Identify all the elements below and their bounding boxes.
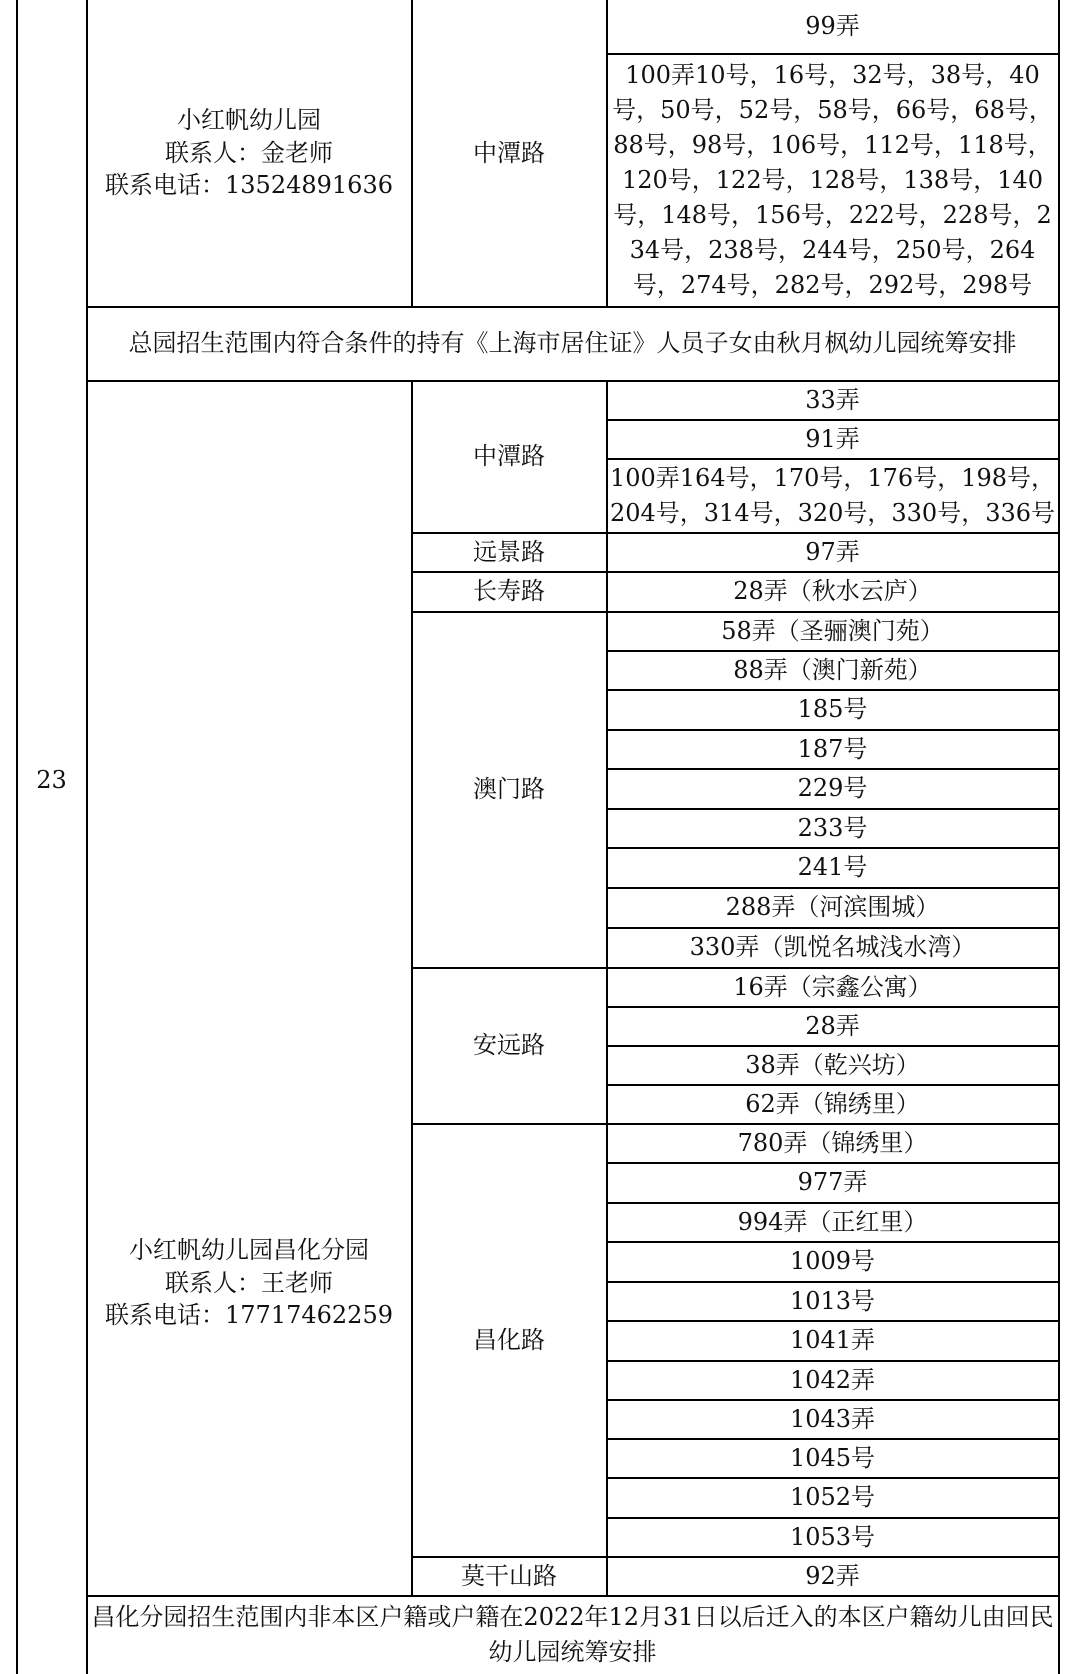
kindergarten-info	[87, 381, 411, 1595]
address-cell: 241号	[797, 853, 868, 882]
road-name: 远景路	[473, 537, 545, 566]
address-cell: 233号	[797, 813, 868, 842]
address-cell: 229号	[797, 774, 868, 803]
enrollment-note: 总园招生范围内符合条件的持有《上海市居住证》人员子女由秋月枫幼儿园统筹安排	[128, 329, 1017, 357]
road-name: 中潭路	[473, 138, 545, 167]
address-cell: 1052号	[789, 1483, 876, 1512]
address-cell: 288弄（河滨围城）	[725, 893, 940, 922]
road-name: 安远路	[473, 1031, 545, 1060]
address-cell: 1053号	[789, 1522, 876, 1551]
address-cell: 28弄	[805, 1011, 860, 1040]
address-cell: 38弄（乾兴坊）	[745, 1050, 920, 1079]
address-cell: 33弄	[805, 385, 860, 414]
address-cell: 97弄	[805, 537, 860, 566]
address-cell: 1042弄	[789, 1365, 876, 1394]
address-cell: 100弄10号，16号，32号，38号，40号，50号，52号，58号，66号，68号，88号，98号，106号，112号，118号，120号，122号，128号，138号，140号，148号，156号，222号，228号，234号，238号，244号，250号，264号，274号，282号，292号，298号	[612, 60, 1053, 299]
road-name: 中潭路	[473, 442, 545, 471]
address-cell: 91弄	[805, 424, 860, 453]
address-cell: 185号	[797, 695, 868, 724]
road-name: 莫干山路	[461, 1561, 557, 1590]
address-cell: 92弄	[805, 1561, 860, 1590]
address-cell: 977弄	[797, 1168, 868, 1197]
address-cell: 330弄（凯悦名城浅水湾）	[689, 933, 976, 962]
kindergarten-name: 小红帆幼儿园昌化分园	[129, 1236, 369, 1265]
kindergarten-info	[87, 0, 411, 306]
address-cell: 58弄（圣骊澳门苑）	[721, 616, 944, 645]
address-cell: 994弄（正红里）	[737, 1207, 928, 1236]
address-cell: 88弄（澳门新苑）	[733, 655, 932, 684]
kindergarten-name: 小红帆幼儿园	[177, 106, 321, 135]
address-cell: 1009号	[789, 1247, 876, 1276]
address-cell: 1045号	[789, 1443, 876, 1472]
row-number: 23	[36, 765, 67, 794]
contact-person: 联系人：金老师	[165, 138, 333, 167]
road-name: 长寿路	[473, 577, 545, 606]
road-name: 昌化路	[473, 1325, 545, 1354]
address-cell: 28弄（秋水云庐）	[733, 577, 932, 606]
address-cell: 62弄（锦绣里）	[745, 1089, 920, 1118]
address-cell: 100弄164号，170号，176号，198号，204号，314号，320号，330号，336号	[609, 463, 1056, 527]
contact-person: 联系人：王老师	[165, 1268, 333, 1297]
address-cell: 1013号	[789, 1286, 876, 1315]
address-cell: 1041弄	[789, 1326, 876, 1355]
road-name: 澳门路	[473, 775, 545, 804]
contact-phone: 联系电话：17717462259	[105, 1301, 393, 1330]
address-cell: 99弄	[805, 12, 860, 41]
address-cell: 187号	[797, 734, 868, 763]
enrollment-note: 昌化分园招生范围内非本区户籍或户籍在2022年12月31日以后迁入的本区户籍幼儿由回民幼儿园统筹安排	[91, 1603, 1054, 1666]
contact-phone: 联系电话：13524891636	[105, 171, 393, 200]
address-cell: 1043弄	[789, 1404, 876, 1433]
address-cell: 16弄（宗鑫公寓）	[733, 972, 932, 1001]
address-cell: 780弄（锦绣里）	[737, 1128, 928, 1157]
